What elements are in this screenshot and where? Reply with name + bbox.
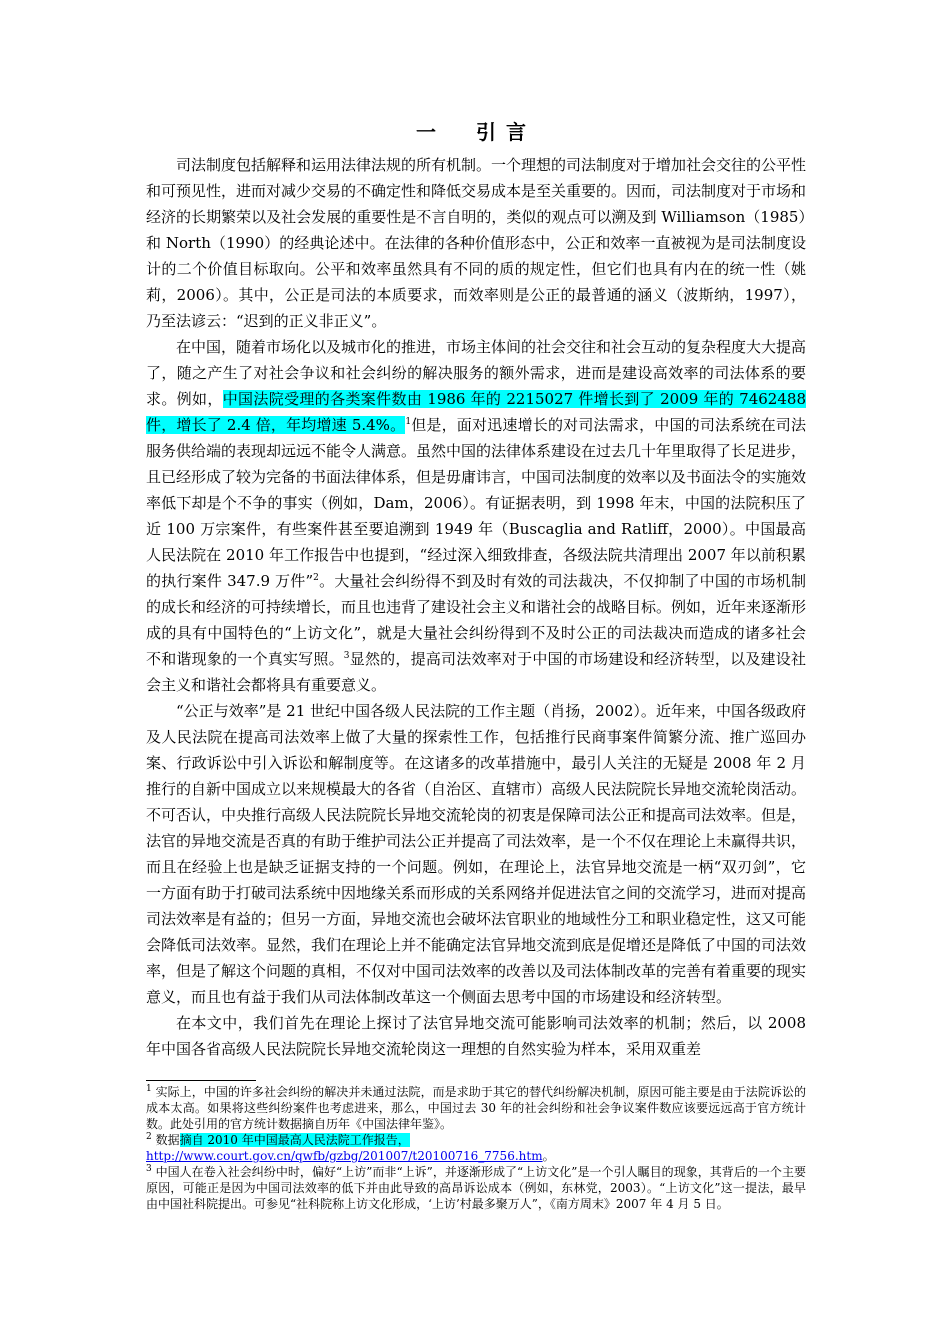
paragraph-2-text-a: 在中国，随着市场化以及城市化的推进，市场主体间的社会交往和社会互动的复杂程度大大提高了，随之产生了对社会争议和社会纠纷的解决服务的额外需求，进而是建设高效率的司法体系的要求。例如，	[146, 338, 807, 408]
footnote-2-suffix: 。	[542, 1149, 555, 1163]
footnote-1-number: 1	[146, 1084, 152, 1094]
footnote-2-prefix: 数据	[155, 1133, 180, 1147]
document-body	[146, 118, 806, 1062]
paragraph-4: 在本文中，我们首先在理论上探讨了法官异地交流可能影响司法效率的机制；然后，以 2008 年中国各省高级人民法院院长异地交流轮岗这一理想的自然实验为样本，采用双重差	[146, 1014, 806, 1058]
footnote-3	[146, 1164, 806, 1212]
footnote-ref-2[interactable]: 2	[313, 573, 319, 583]
paragraph-3: “公正与效率”是 21 世纪中国各级人民法院的工作主题（肖扬，2002）。近年来，中国各级政府及人民法院在提高司法效率上做了大量的探索性工作，包括推行民商事案件简繁分流、推广巡回办案、行政诉讼中引入诉讼和解制度等。在这诸多的改革措施中，最引人关注的无疑是 2008 年 2 月推行的自新中国成立以来规模最大的各省（自治区、直辖市）高级人民法院院长异地交流轮岗活动。不可否认，中央推行高级人民法院院长异地交流轮岗的初衷是保障司法公正和提高司法效率。但是，法官的异地交流是否真的有助于维护司法公正并提高了司法效率，是一个不仅在理论上未赢得共识，而且在经验上也是缺乏证据支持的一个问题。例如，在理论上，法官异地交流是一柄“双刃剑”，它一方面有助于打破司法系统中因地缘关系而形成的关系网络并促进法官之间的交流学习，进而对提高司法效率是有益的；但另一方面，异地交流也会破坏法官职业的地域性分工和职业稳定性，这又可能会降低司法效率。显然，我们在理论上并不能确定法官异地交流到底是促增还是降低了中国的司法效率，但是了解这个问题的真相，不仅对中国司法效率的改善以及司法体制改革的完善有着重要的现实意义，而且也有益于我们从司法体制改革这一个侧面去思考中国的市场建设和经济转型。	[146, 702, 807, 1006]
footnote-ref-3[interactable]: 3	[343, 651, 350, 661]
footnote-2	[146, 1132, 806, 1164]
footnote-1	[146, 1084, 806, 1132]
footnote-1-text: 实际上，中国的许多社会纠纷的解决并未通过法院，而是求助于其它的替代纠纷解决机制，原因可能主要是由于法院诉讼的成本太高。如果将这些纠纷案件也考虑进来，那么，中国过去 30 年的社会纠纷和社会争议案件数应该要远远高于官方统计数。此处引用的官方统计数据摘自历年《中国法律年鉴》。	[146, 1085, 806, 1131]
footnotes	[146, 1084, 806, 1212]
section-title: 一 引言	[416, 120, 536, 144]
footnote-2-highlight: 摘自 2010 年中国最高人民法院工作报告，	[179, 1133, 410, 1147]
footnote-3-text: 中国人在卷入社会纠纷中时，偏好“上访”而非“上诉”，并逐渐形成了“上访文化”是一个引人瞩目的现象，其背后的一个主要原因，可能正是因为中国司法效率的低下并由此导致的高昂诉讼成本（例如，东林党，2003）。“上访文化”这一提法，最早由中国社科院提出。可参见“社科院称上访文化形成，‘上访’村最多聚万人”，《南方周末》2007 年 4 月 5 日。	[146, 1165, 806, 1211]
paragraph-2-text-b: 但是，面对迅速增长的对司法需求，中国的司法系统在司法服务供给端的表现却远远不能令人满意。虽然中国的法律体系建设在过去几十年里取得了长足进步，且已经形成了较为完备的书面法律体系，但是毋庸讳言，中国司法制度的效率以及书面法令的实施效率低下却是个不争的事实（例如，Dam，2006）。有证据表明，到 1998 年末，中国的法院积压了近 100 万宗案件，有些案件甚至要追溯到 1949 年（Buscaglia and Ratliff，2000）。中国最高人民法院在 2010 年工作报告中也提到，“经过深入细致排查，各级法院共清理出 2007 年以前积累的执行案件 347.9 万件”	[146, 416, 807, 590]
footnote-3-number: 3	[146, 1164, 152, 1174]
paragraph-1: 司法制度包括解释和运用法律法规的所有机制。一个理想的司法制度对于增加社会交往的公平性和可预见性，进而对减少交易的不确定性和降低交易成本是至关重要的。因而，司法制度对于市场和经济的长期繁荣以及社会发展的重要性是不言自明的，类似的观点可以溯及到 Williamson（1985）和 North（1990）的经典论述中。在法律的各种价值形态中，公正和效率一直被视为是司法制度设计的二个价值目标取向。公平和效率虽然具有不同的质的规定性，但它们也具有内在的统一性（姚莉，2006）。其中，公正是司法的本质要求，而效率则是公正的最普通的涵义（波斯纳，1997），乃至法谚云：“迟到的正义非正义”。	[146, 156, 807, 330]
footnote-ref-1[interactable]: 1	[405, 417, 412, 427]
paragraph-2-text-d: 显然的，提高司法效率对于中国的市场建设和经济转型，以及建设社会主义和谐社会都将具有重要意义。	[146, 650, 806, 694]
footnote-2-number: 2	[146, 1132, 152, 1142]
footnote-2-link[interactable]: http://www.court.gov.cn/qwfb/gzbg/201007/t20100716_7756.htm	[146, 1149, 543, 1163]
highlighted-statistic: 中国法院受理的各类案件数由 1986 年的 2215027 件增长到了 2009 年的 7462488 件，增长了 2.4 倍，年均增速 5.4%。	[146, 390, 806, 434]
footnote-separator	[146, 1080, 256, 1081]
paragraph-2	[146, 334, 806, 698]
paragraph-2-text-c: 。大量社会纠纷得不到及时有效的司法裁决，不仅抑制了中国的市场机制的成长和经济的可持续增长，而且也违背了建设社会主义和谐社会的战略目标。例如，近年来逐渐形成的具有中国特色的“上访文化”，就是大量社会纠纷得到不及时公正的司法裁决而造成的诸多社会不和谐现象的一个真实写照。	[146, 572, 807, 668]
